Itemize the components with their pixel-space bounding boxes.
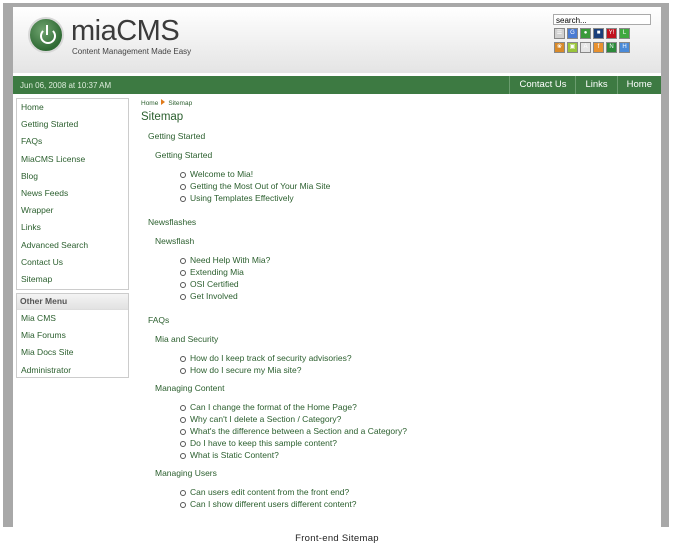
menu-item-mia-forums[interactable]: Mia Forums	[21, 330, 66, 341]
other-menu	[16, 293, 129, 378]
section-newsflashes[interactable]: Newsflashes	[148, 217, 197, 227]
menu-item-advanced-search[interactable]: Advanced Search	[21, 239, 89, 250]
main-content	[141, 99, 641, 509]
breadcrumb	[141, 99, 641, 107]
power-logo-icon[interactable]	[28, 17, 64, 53]
current-date: Jun 06, 2008 at 10:37 AM	[20, 81, 112, 90]
furl-bookmark-icon[interactable]: f	[593, 42, 604, 53]
menu-item-contact-us[interactable]: Contact Us	[21, 256, 64, 267]
menu-item-mia-cms[interactable]: Mia CMS	[21, 313, 56, 323]
breadcrumb-home[interactable]: Home	[141, 100, 159, 107]
list-item[interactable]: Do I have to keep this sample content?	[177, 437, 407, 449]
getting-started-list	[177, 168, 330, 204]
other-menu-title: Other Menu	[17, 294, 128, 310]
site-header	[13, 7, 661, 73]
digg-bookmark-icon[interactable]: ■	[593, 28, 604, 39]
nav-link-links[interactable]: Links	[575, 76, 616, 94]
category-newsflash[interactable]: Newsflash	[155, 236, 195, 246]
list-item[interactable]: Using Templates Effectively	[177, 192, 330, 204]
menu-item-getting-started[interactable]: Getting Started	[21, 119, 79, 130]
power-ring	[40, 28, 56, 44]
google-bookmark-icon[interactable]: G	[567, 28, 578, 39]
list-item[interactable]: Welcome to Mia!	[177, 168, 330, 180]
list-item[interactable]: Extending Mia	[177, 266, 270, 278]
magnolia-bookmark-icon[interactable]: A	[580, 42, 591, 53]
blogmarks-bookmark-icon[interactable]: ▣	[567, 42, 578, 53]
list-item[interactable]: How do I keep track of security advisories?	[177, 352, 352, 364]
managing-users-list	[177, 486, 356, 510]
list-item[interactable]: Can I show different users different content?	[177, 498, 356, 510]
screenshot-frame	[3, 3, 669, 527]
reddit-bookmark-icon[interactable]: H	[619, 42, 630, 53]
security-list	[177, 352, 352, 376]
section-faqs[interactable]: FAQs	[148, 315, 170, 325]
category-managing-content[interactable]: Managing Content	[155, 383, 225, 393]
menu-item-links[interactable]: Links	[21, 222, 41, 233]
menu-item-faqs[interactable]: FAQs	[21, 136, 43, 147]
category-getting-started[interactable]: Getting Started	[155, 150, 213, 160]
list-item[interactable]: What's the difference between a Section and a Category?	[177, 425, 407, 437]
top-nav-links	[509, 76, 661, 94]
nav-link-contact-us[interactable]: Contact Us	[509, 76, 575, 94]
list-item[interactable]: How do I secure my Mia site?	[177, 364, 352, 376]
page-title: Sitemap	[141, 111, 184, 123]
breadcrumb-current: Sitemap	[168, 100, 193, 107]
logo-name[interactable]: miaCMS	[71, 15, 180, 47]
list-item[interactable]: Can users edit content from the front end?	[177, 486, 356, 498]
list-item[interactable]: Need Help With Mia?	[177, 254, 270, 266]
list-item[interactable]: OSI Certified	[177, 278, 270, 290]
logo-tagline: Content Management Made Easy	[72, 47, 192, 56]
list-item[interactable]: Why can't I delete a Section / Category?	[177, 413, 407, 425]
menu-item-mia-docs-site[interactable]: Mia Docs Site	[21, 347, 74, 358]
menu-item-blog[interactable]: Blog	[21, 170, 39, 181]
menu-item-miacms-license[interactable]: MiaCMS License	[21, 153, 86, 164]
figure-caption: Front-end Sitemap	[295, 533, 379, 544]
list-item[interactable]: Get Involved	[177, 290, 270, 302]
list-item[interactable]: What is Static Content?	[177, 449, 407, 461]
menu-item-home[interactable]: Home	[21, 102, 44, 112]
delicious-bookmark-icon[interactable]: ☰	[554, 28, 565, 39]
category-managing-users[interactable]: Managing Users	[155, 468, 217, 478]
menu-item-wrapper[interactable]: Wrapper	[21, 205, 54, 216]
top-navbar	[13, 76, 661, 94]
blinklist-bookmark-icon[interactable]: ●	[580, 28, 591, 39]
yahoo-bookmark-icon[interactable]: Y!	[606, 28, 617, 39]
menu-item-news-feeds[interactable]: News Feeds	[21, 187, 69, 198]
section-getting-started[interactable]: Getting Started	[148, 131, 206, 141]
menu-item-sitemap[interactable]: Sitemap	[21, 273, 53, 284]
search-input[interactable]: search...	[553, 14, 651, 25]
netscape-bookmark-icon[interactable]: N	[606, 42, 617, 53]
technorati-bookmark-icon[interactable]: L	[619, 28, 630, 39]
menu-item-administrator[interactable]: Administrator	[21, 364, 72, 375]
breadcrumb-arrow-icon	[161, 99, 165, 105]
list-item[interactable]: Getting the Most Out of Your Mia Site	[177, 180, 330, 192]
list-item[interactable]: Can I change the format of the Home Page?	[177, 401, 407, 413]
power-bar	[46, 25, 48, 35]
spurl-bookmark-icon[interactable]: ❀	[554, 42, 565, 53]
browser-page	[13, 7, 661, 527]
managing-content-list	[177, 401, 407, 461]
main-menu	[16, 98, 129, 290]
category-mia-and-security[interactable]: Mia and Security	[155, 334, 219, 344]
nav-link-home[interactable]: Home	[617, 76, 661, 94]
newsflash-list	[177, 254, 270, 302]
